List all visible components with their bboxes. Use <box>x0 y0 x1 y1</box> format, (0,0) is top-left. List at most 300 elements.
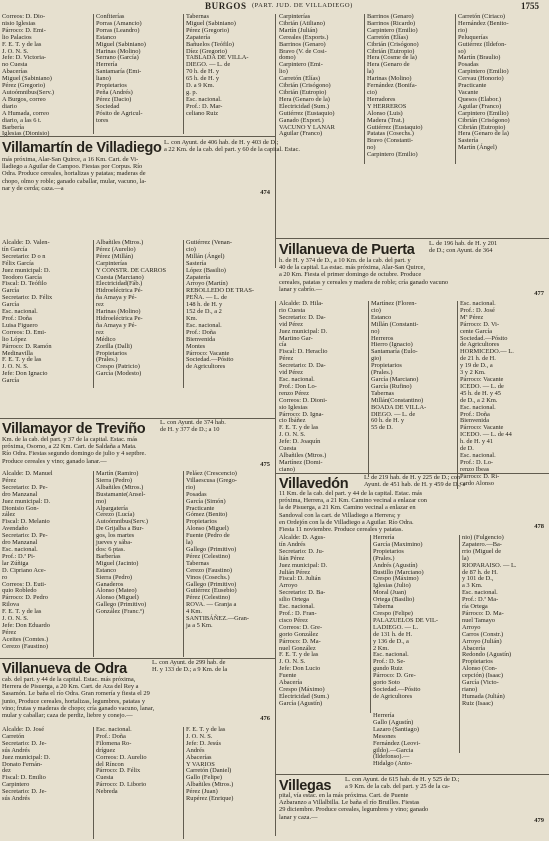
entry-line: Quesos (Elabor.) <box>458 95 501 103</box>
entry-line: Carpinterías <box>96 259 128 267</box>
entry-line: Gallego (Primitivo) <box>96 601 147 609</box>
entry-line: Prof.: Doña <box>2 314 32 322</box>
entry-line: riano) <box>462 685 478 693</box>
entry-line: Barrinos (Genaro) <box>367 13 414 20</box>
entry-line: Serrano (García) <box>96 54 139 62</box>
entry-line: Zapatero.—Ba- <box>462 540 502 548</box>
entry-line: y 19 de D., a <box>460 362 493 370</box>
entry-line: L. con Ayunt. de 299 hab. de <box>152 659 226 666</box>
entry-line: Aguilar (Franco) <box>458 102 502 110</box>
entry-line: Prof.: D.ª Pi- <box>2 552 36 560</box>
entry-line: Fiscal: D. Emilio <box>2 774 46 782</box>
entry-line: Fernández (Leovi- <box>373 739 421 747</box>
entry-line: Carpinterías <box>279 13 311 20</box>
entry-line: Río Odra. Fiestas segundo domingo de julio y 4 septbre. <box>2 450 146 458</box>
entry-line: Esc. nacional. <box>186 321 222 329</box>
entry-line: L. con Ayunt. de 615 hab. de H. y 525 de D.; <box>345 776 460 783</box>
entry-line: REBOLLEDO DE TRAS- <box>186 287 255 295</box>
entry-line: lar Zúñiga <box>2 559 29 567</box>
header-subtitle: (PART. JUD. DE VILLADIEGO) <box>252 2 353 9</box>
entry-line: Aguilar (Franco) <box>279 130 323 138</box>
entry-line: Alonso (Miguel) <box>96 594 139 602</box>
entry-line: la de Pisuerga, a 21 Km. Camino vecinal a enlazar en <box>279 504 416 512</box>
entry-line: Sociedad.—Pósito <box>460 334 508 342</box>
entry-line: Bustillo (Marciano) <box>373 568 424 576</box>
entry-line: de D. <box>460 445 474 453</box>
entry-line: Prof.: Doña <box>460 410 490 418</box>
entry-line: Bustamante(Ansel- <box>96 490 146 498</box>
entry-line: A Burgos, correo <box>2 95 46 103</box>
entry-line: Propietarios <box>96 82 127 90</box>
entry-line: Andrés (Agustín) <box>373 561 418 569</box>
villamayor-col-2 <box>96 471 182 657</box>
entry-line: Harinas (Molino) <box>96 308 141 316</box>
entry-line: D. a 9 Km. <box>186 82 215 90</box>
column-divider <box>183 727 184 839</box>
entry-line: Iglesias (Dionisio) <box>2 130 50 138</box>
entry-line: Gallo (Felipe) <box>186 774 223 782</box>
entry-line: g. p. <box>186 88 198 96</box>
entry-line: García <box>2 301 20 309</box>
entry-line: Cibrián (Eutropio) <box>279 88 327 96</box>
entry-line: Posadas <box>186 490 207 498</box>
entry-line: próxima, Osorno, a 22 Km. Cart. de Saldaña a Mata. <box>2 443 137 451</box>
entry-line: Pérez <box>2 628 17 636</box>
entry-line: celiano Ruiz <box>186 109 219 117</box>
entry-line: renzo Ibeas <box>460 465 490 473</box>
entry-line: VACUNO Y LANAR <box>279 123 335 131</box>
entry-line: más próxima, Alar-San Quirce, a 16 Km. Cart. de Vi- <box>2 156 139 163</box>
entry-line: 2 Km. <box>373 644 389 652</box>
entry-line: Herrería <box>96 61 118 69</box>
entry-line: Fiscal: D. Teófilo <box>2 280 47 288</box>
entry-line: mo) <box>96 497 107 505</box>
entry-line: Hera (Cosme de la) <box>367 54 417 62</box>
entry-line: Mesones <box>373 732 396 740</box>
entry-line: Fuente <box>279 672 297 680</box>
entry-line: Santamaría (Eulo- <box>371 348 418 356</box>
entry-line: cereales, patatas y cereales y madera de roble; cría ganado vacuno <box>279 278 449 286</box>
entry-line: Ortega (Basilio) <box>373 596 415 604</box>
entry-line: Pérez (Juan) <box>186 788 218 796</box>
entry-line: Esc. nacional. <box>460 300 496 307</box>
entry-line: Crespo (Máximo) <box>373 575 419 583</box>
entry-line: ICEDO. — L. de 44 <box>460 431 512 439</box>
entry-line: Sasamón. Le baña el río Odra. Gran romería y fiesta el 29 <box>2 690 150 698</box>
entry-line: Jefe: Don Lucio <box>279 665 321 673</box>
entry-line: ría Ortega <box>462 603 488 611</box>
entry-line: Donato Fernán- <box>2 760 43 768</box>
entry-line: ROVA. — Granja a <box>186 601 237 609</box>
section-rule <box>275 238 549 239</box>
entry-line: Alonso (Con- <box>462 665 497 673</box>
column-divider <box>455 14 456 164</box>
entry-line: rez <box>96 301 104 309</box>
entry-line: h. de H. y 374 de D., a 10 Km. de la cab. del part. y <box>279 257 411 264</box>
entry-line: 40 de la capital. La estac. más próxima, Alar-San Quirce, <box>279 264 425 272</box>
entry-line: Barrinos (Genaro) <box>279 40 326 48</box>
entry-line: 148 h. de H. y <box>186 301 223 309</box>
entry-line: Esc. nacional. <box>462 589 498 597</box>
town-description-head <box>364 474 547 490</box>
entry-line: Y CONSTR. DE CARROS <box>96 266 167 274</box>
entry-line: Esc. nacional. <box>460 403 496 411</box>
entry-line: nuel González <box>279 644 316 652</box>
entry-line: Párroco: D. Emi- <box>2 26 46 34</box>
entry-line: Hierro (Ignacio) <box>371 341 413 349</box>
entry-line: tín García <box>2 245 28 253</box>
entry-line: Pérez <box>279 355 294 363</box>
entry-line: Fiscal: D. Heraclio <box>279 348 328 356</box>
entry-line: tín Andrés <box>279 540 306 548</box>
odra-extra-col <box>373 713 457 773</box>
entry-line: J. O. N. S. <box>2 615 29 623</box>
entry-line: diario <box>2 102 17 110</box>
entry-line: Párroco: Vacante <box>460 424 504 432</box>
entry-line: Jefe: D. Joaquín <box>279 438 321 446</box>
entry-line: Carpintero <box>2 781 30 789</box>
entry-line: Carpintero (Emilio) <box>367 151 418 159</box>
entry-line: Carretón (Ciriaco) <box>458 13 506 20</box>
entry-line: Abacerías <box>186 753 212 761</box>
entry-line: rio Cuesta <box>279 306 306 314</box>
entry-line: Secretario: D o n <box>2 252 46 260</box>
entry-line: Gutiérrez (Ildefon- <box>458 40 507 48</box>
column-divider <box>183 471 184 657</box>
entry-line: Jefe: D. Jesús <box>186 739 221 747</box>
entry-line: Porras (Amancio) <box>96 19 142 27</box>
entry-line: Cibrián (Crisógono) <box>367 40 419 48</box>
villavedon-col-3 <box>462 535 548 753</box>
entry-line: dos: 6 ptas. <box>96 545 125 553</box>
entry-line: Miguel (Sabiniano) <box>2 75 52 83</box>
entry-line: Autoómnibus(Serv.) <box>2 88 54 96</box>
entry-line: Lazaro (Santiago) <box>373 725 419 733</box>
entry-line: dro Manzanal <box>2 490 38 498</box>
town-villamayor <box>2 419 274 471</box>
entry-line: Tabernas <box>186 559 209 567</box>
entry-line: de Agricultores <box>186 363 226 371</box>
top-col-1 <box>2 13 92 138</box>
entry-line: Cibrián (Atiliano) <box>279 19 325 27</box>
entry-line: Párroco: D. Ramón <box>2 342 52 350</box>
entry-line: Peña (Andrés) <box>96 88 133 96</box>
odra-col-2 <box>96 727 182 839</box>
entry-line: F. E. T. y de las <box>2 356 42 364</box>
entry-line: Abacería <box>462 644 486 652</box>
entry-line: Bienvenida <box>186 335 216 343</box>
town-description <box>279 490 547 534</box>
entry-line: Crespo (Felipe) <box>373 609 413 617</box>
entry-line: liano) <box>96 75 111 83</box>
entry-line: Prof.: D. José <box>460 306 495 314</box>
entry-line: a 3 Km. <box>462 582 483 590</box>
entry-line: Cerezo (Lucía) <box>96 511 135 519</box>
entry-line: Sastería <box>458 137 479 145</box>
entry-line: Harinas (Molino) <box>367 75 412 83</box>
reference-number: 475 <box>260 461 270 468</box>
town-name: Villegas <box>279 778 332 794</box>
entry-line: Esc. nacional. <box>279 375 315 383</box>
entry-line: Fiscal: D. Julián <box>279 575 321 583</box>
entry-line: Prof.: D. Se- <box>373 658 406 666</box>
entry-line: cisco Pérez <box>279 616 308 624</box>
entry-line: de H. y 377 de D.; a 10 <box>160 426 220 434</box>
entry-line: mular y caballar; caza de perdiz, liebre y conejo.— <box>2 712 133 720</box>
entry-line: nisio Iglesias <box>2 19 36 27</box>
entry-line: lanar y caza.— <box>279 813 318 821</box>
town-name: Villamartín de Villadiego <box>2 140 162 156</box>
entry-line: Y HERREROS <box>367 102 407 110</box>
entry-line: Electricidad (Sum.) <box>279 102 330 110</box>
entry-line: Millán (Constanti- <box>371 320 419 328</box>
entry-line: de D., a 2 Km. <box>460 396 498 404</box>
entry-line: 4 Km. <box>186 608 202 616</box>
entry-line: Cibrián (Eutropio) <box>367 47 415 55</box>
town-villavedon <box>279 474 547 534</box>
entry-line: Correos: D. Euti- <box>2 580 47 588</box>
entry-line: González (Franc.º) <box>96 608 145 616</box>
entry-line: Correos: D. Gre- <box>279 623 323 631</box>
entry-line: Pérez <box>2 476 17 484</box>
entry-line: Prof.: Doña <box>186 328 216 336</box>
villavedon-col-2 <box>373 535 457 713</box>
entry-line: Jefe: D. Victoria- <box>2 54 47 62</box>
entry-line: Montes <box>186 342 206 350</box>
entry-line: Alcalde: D. Valen- <box>2 239 50 246</box>
entry-line: Cuesta (Marciano) <box>96 273 144 281</box>
entry-line: Zorilla (Dalli) <box>96 342 133 350</box>
entry-line: Cibrián (Eutropio) <box>458 123 506 131</box>
town-description <box>279 792 547 824</box>
entry-line: Sociedad.—Pósito <box>186 356 234 364</box>
entry-line: Pérez (Millán) <box>96 252 134 260</box>
entry-line: Ayunt. de 451 hab. de H. y 459 de D.; a <box>364 481 466 489</box>
top-col-2 <box>96 14 182 134</box>
entry-line: vino; frutas y maderas de chopo; cría ganado vacuno, lanar, <box>2 704 155 712</box>
entry-line: Crespo (Máximo) <box>279 685 325 693</box>
entry-line: junio, Produce cereales, hortalizas, legumbres, patatas y <box>2 697 146 705</box>
column-divider <box>364 14 365 164</box>
entry-line: Herrería <box>373 534 395 541</box>
entry-line: Juez municipal: D. <box>279 327 328 335</box>
entry-line: Hera (Genaro de la) <box>279 95 330 103</box>
entry-line: Martín (Braulio) <box>458 54 501 62</box>
entry-line: en Ordejón con la de Villadiego a Aguilar. Río Odra. <box>279 518 414 526</box>
entry-line: Cuesta <box>96 774 114 782</box>
entry-line: Fiscal: D. Melanio <box>2 518 50 526</box>
entry-line: Alcalde: D. José <box>2 726 45 733</box>
entry-line: Ganado (Export.) <box>279 116 324 124</box>
entry-line: Secretario: D. Je- <box>2 788 47 796</box>
entry-line: Párroco: D. Igna- <box>279 410 324 418</box>
entry-line: Posadas <box>458 61 479 69</box>
entry-line: Pérez (Aurelio) <box>96 245 136 253</box>
entry-line: PEÑA. — L. de <box>186 294 228 302</box>
entry-line: ciano) <box>279 465 295 473</box>
entry-line: L. con Ayunt. de 406 hab. de H. y 403 de D.; <box>164 139 279 146</box>
entry-line: Pérez (Celestino) <box>186 594 231 602</box>
entry-line: Moral (Juan) <box>373 589 407 597</box>
entry-line: F. E. T. y de las <box>279 424 319 432</box>
entry-line: García (Simón) <box>186 497 226 505</box>
entry-line: Hera (Genaro de la) <box>458 130 509 138</box>
odra-col-1 <box>2 727 92 839</box>
entry-line: J. O. N. S. <box>2 47 29 55</box>
entry-line: García (Rufino) <box>371 382 412 390</box>
entry-line: renzo Pérez <box>279 389 309 397</box>
entry-line: la) <box>462 554 469 562</box>
entry-line: Gutiérrez (Eusebio) <box>186 587 237 595</box>
entry-line: lián Pérez <box>279 554 305 562</box>
entry-line: Miguel (Jacinto) <box>96 559 139 567</box>
entry-line: Correos: D. Dio- <box>2 13 46 20</box>
entry-line: Esc. nacional. <box>373 651 409 659</box>
entry-line: Km. de la cab. del part. y 37 de la capital. Estac. más <box>2 436 138 443</box>
entry-line: del Ríncon <box>96 760 124 768</box>
entry-line: García <box>2 287 20 295</box>
entry-line: Sociedad.—Pósito <box>373 685 421 693</box>
entry-line: Albañiles (Mtros.) <box>279 451 327 459</box>
entry-line: no) <box>371 327 380 335</box>
entry-line: Prof.: D. Lo- <box>460 458 494 466</box>
entry-line: Párroco: D. Vi- <box>460 320 500 328</box>
entry-line: Gallego (Primitivo) <box>186 580 237 588</box>
entry-line: Cibrián (Crisógono) <box>279 82 331 90</box>
entry-line: Carpintero (Emi- <box>279 61 323 69</box>
column-divider <box>93 240 94 388</box>
entry-line: Esc. nacional. <box>2 545 38 553</box>
entry-line: Electricidad(Fáb.) <box>96 280 143 288</box>
entry-line: Vinos (Cosechs.) <box>186 573 230 581</box>
entry-line: Andrés <box>186 746 205 754</box>
entry-line: y 136 de D., a <box>373 637 409 645</box>
entry-line: Bravo (Constanti- <box>367 137 413 145</box>
entry-line: Redondo (Agustín) <box>462 651 512 659</box>
entry-line: Martínez (Floren- <box>371 300 417 307</box>
entry-line: (Prales.) <box>96 356 118 364</box>
puerta-col-1 <box>279 301 367 477</box>
entry-line: Párroco: D. Ri- <box>460 472 500 480</box>
town-name: Villanueva de Puerta <box>279 242 415 258</box>
entry-line: rio) <box>186 483 196 491</box>
entry-line: 70 h. de H. y <box>186 68 220 76</box>
entry-line: no) <box>367 144 376 152</box>
column-divider <box>370 535 371 713</box>
entry-line: Carros (Constr.) <box>462 630 504 638</box>
entry-line: J. O. N. S. <box>2 363 29 371</box>
entry-line: de 131 h. de H. <box>373 630 413 638</box>
entry-line: Alcalde: D. Hila- <box>279 300 324 307</box>
entry-line: Cibrián (Crisógono) <box>458 116 510 124</box>
town-villegas <box>279 776 547 838</box>
entry-line: Pérez (Gregorio) <box>2 82 46 90</box>
entry-line: Propietarios <box>373 547 404 555</box>
entry-line: próxima, Herrera, a 21 Km. Camino vecinal a enlazar con <box>279 497 427 505</box>
entry-line: L. con Ayunt. de 374 hab. <box>160 419 226 426</box>
entry-line: Bañuelos (Teófilo) <box>186 40 235 48</box>
entry-line: Carretón (Elías) <box>367 33 408 41</box>
column-divider <box>183 14 184 134</box>
entry-line: cente García <box>460 327 493 335</box>
header-title: BURGOS <box>205 1 247 11</box>
town-description-head <box>164 139 300 155</box>
entry-line: (Prales.) <box>371 369 393 377</box>
entry-line: Alcalde: D. Manuel <box>2 470 53 477</box>
entry-line: lladiego a Aguilar de Campoo. Fiestas por Corpus. Río <box>2 163 143 171</box>
entry-line: dríguez <box>96 746 116 754</box>
entry-line: Crespo (Patricio) <box>96 363 140 371</box>
entry-line: Juez municipal: D. <box>2 753 51 761</box>
villavedon-col-1 <box>279 535 369 713</box>
entry-line: Correos: D. Dioni- <box>279 396 328 404</box>
entry-line: Aceites (Comtes.) <box>2 635 49 643</box>
villamayor-col-3 <box>186 471 273 657</box>
entry-line: Juez municipal: D. <box>2 266 51 274</box>
town-villanueva-odra <box>2 659 274 725</box>
entry-line: Tabernas <box>186 13 209 20</box>
entry-line: quio Robledo <box>2 587 37 595</box>
entry-line: F. E. T. y de las <box>2 40 42 48</box>
entry-line: Gutiérrez (Eustaquio) <box>367 123 423 131</box>
entry-line: Párroco: D. Gre- <box>373 672 416 680</box>
entry-line: Párroco: D. Pedro <box>2 594 48 602</box>
entry-line: Párroco: Vacante <box>460 375 504 383</box>
entry-line: Prof.: D. Fran- <box>279 609 317 617</box>
entry-line: Millán(Constantino) <box>371 396 424 404</box>
entry-line: Secretario: D. Félix <box>2 294 53 302</box>
entry-line: H. y 133 de D.; a 9 Km. de la <box>152 666 228 674</box>
entry-line: ña Amaya y Pé- <box>96 321 137 329</box>
entry-line: A Humada, correo <box>2 109 50 117</box>
entry-line: Nebreda <box>96 788 118 796</box>
entry-line: Hidroeléctrica Pe- <box>96 314 143 322</box>
entry-line: Fiesta 11 noviembre. Produce cereales y patatas. <box>279 526 403 534</box>
top-col-4 <box>279 14 361 144</box>
entry-line: Ruiz (Isaac) <box>462 699 494 707</box>
entry-line: Albañiles (Mtros.) <box>96 239 144 246</box>
entry-line: Barrinos (Ricardo) <box>367 19 416 27</box>
entry-line: Félix García <box>2 259 34 267</box>
entry-line: Julián Pérez <box>279 568 311 576</box>
entry-line: Prof.: D.ª Ma- <box>462 596 499 604</box>
entry-line: rrio (Miguel de <box>462 547 502 555</box>
entry-line: Martín (Julián) <box>279 26 318 34</box>
entry-line: Esc. nacional. <box>460 451 496 459</box>
town-name: Villavedón <box>279 476 349 492</box>
entry-line: L. de 219 hab. de H. y 225 de D.; con <box>364 474 461 481</box>
reference-number: 476 <box>260 715 270 722</box>
entry-line: Iglesias (Julio) <box>373 582 411 590</box>
entry-line: y 101 de D., <box>462 575 494 583</box>
entry-line: de 87 h. de H. <box>462 568 498 576</box>
entry-line: de Agricultores <box>373 692 413 700</box>
entry-line: Peláez (Crescencio) <box>186 470 237 477</box>
entry-line: domo) <box>279 54 296 62</box>
entry-line: Gallego (Primitivo) <box>186 545 237 553</box>
entry-line: ro <box>2 573 8 581</box>
town-description <box>2 156 274 196</box>
entry-line: Arroyo <box>279 582 298 590</box>
entry-line: García (Victo- <box>462 679 499 687</box>
entry-line: la) <box>367 68 374 76</box>
entry-line: Secretario: D. Ba- <box>279 589 326 597</box>
entry-line: Prof.: Doña <box>96 732 126 740</box>
entry-line: 11 Km. de la cab. del part. y 44 de la capital. Estac. más <box>279 490 423 497</box>
entry-line: Gutiérrez (Eustaquio) <box>279 109 335 117</box>
villamartin-col-1 <box>2 240 92 388</box>
page-header <box>0 0 549 14</box>
